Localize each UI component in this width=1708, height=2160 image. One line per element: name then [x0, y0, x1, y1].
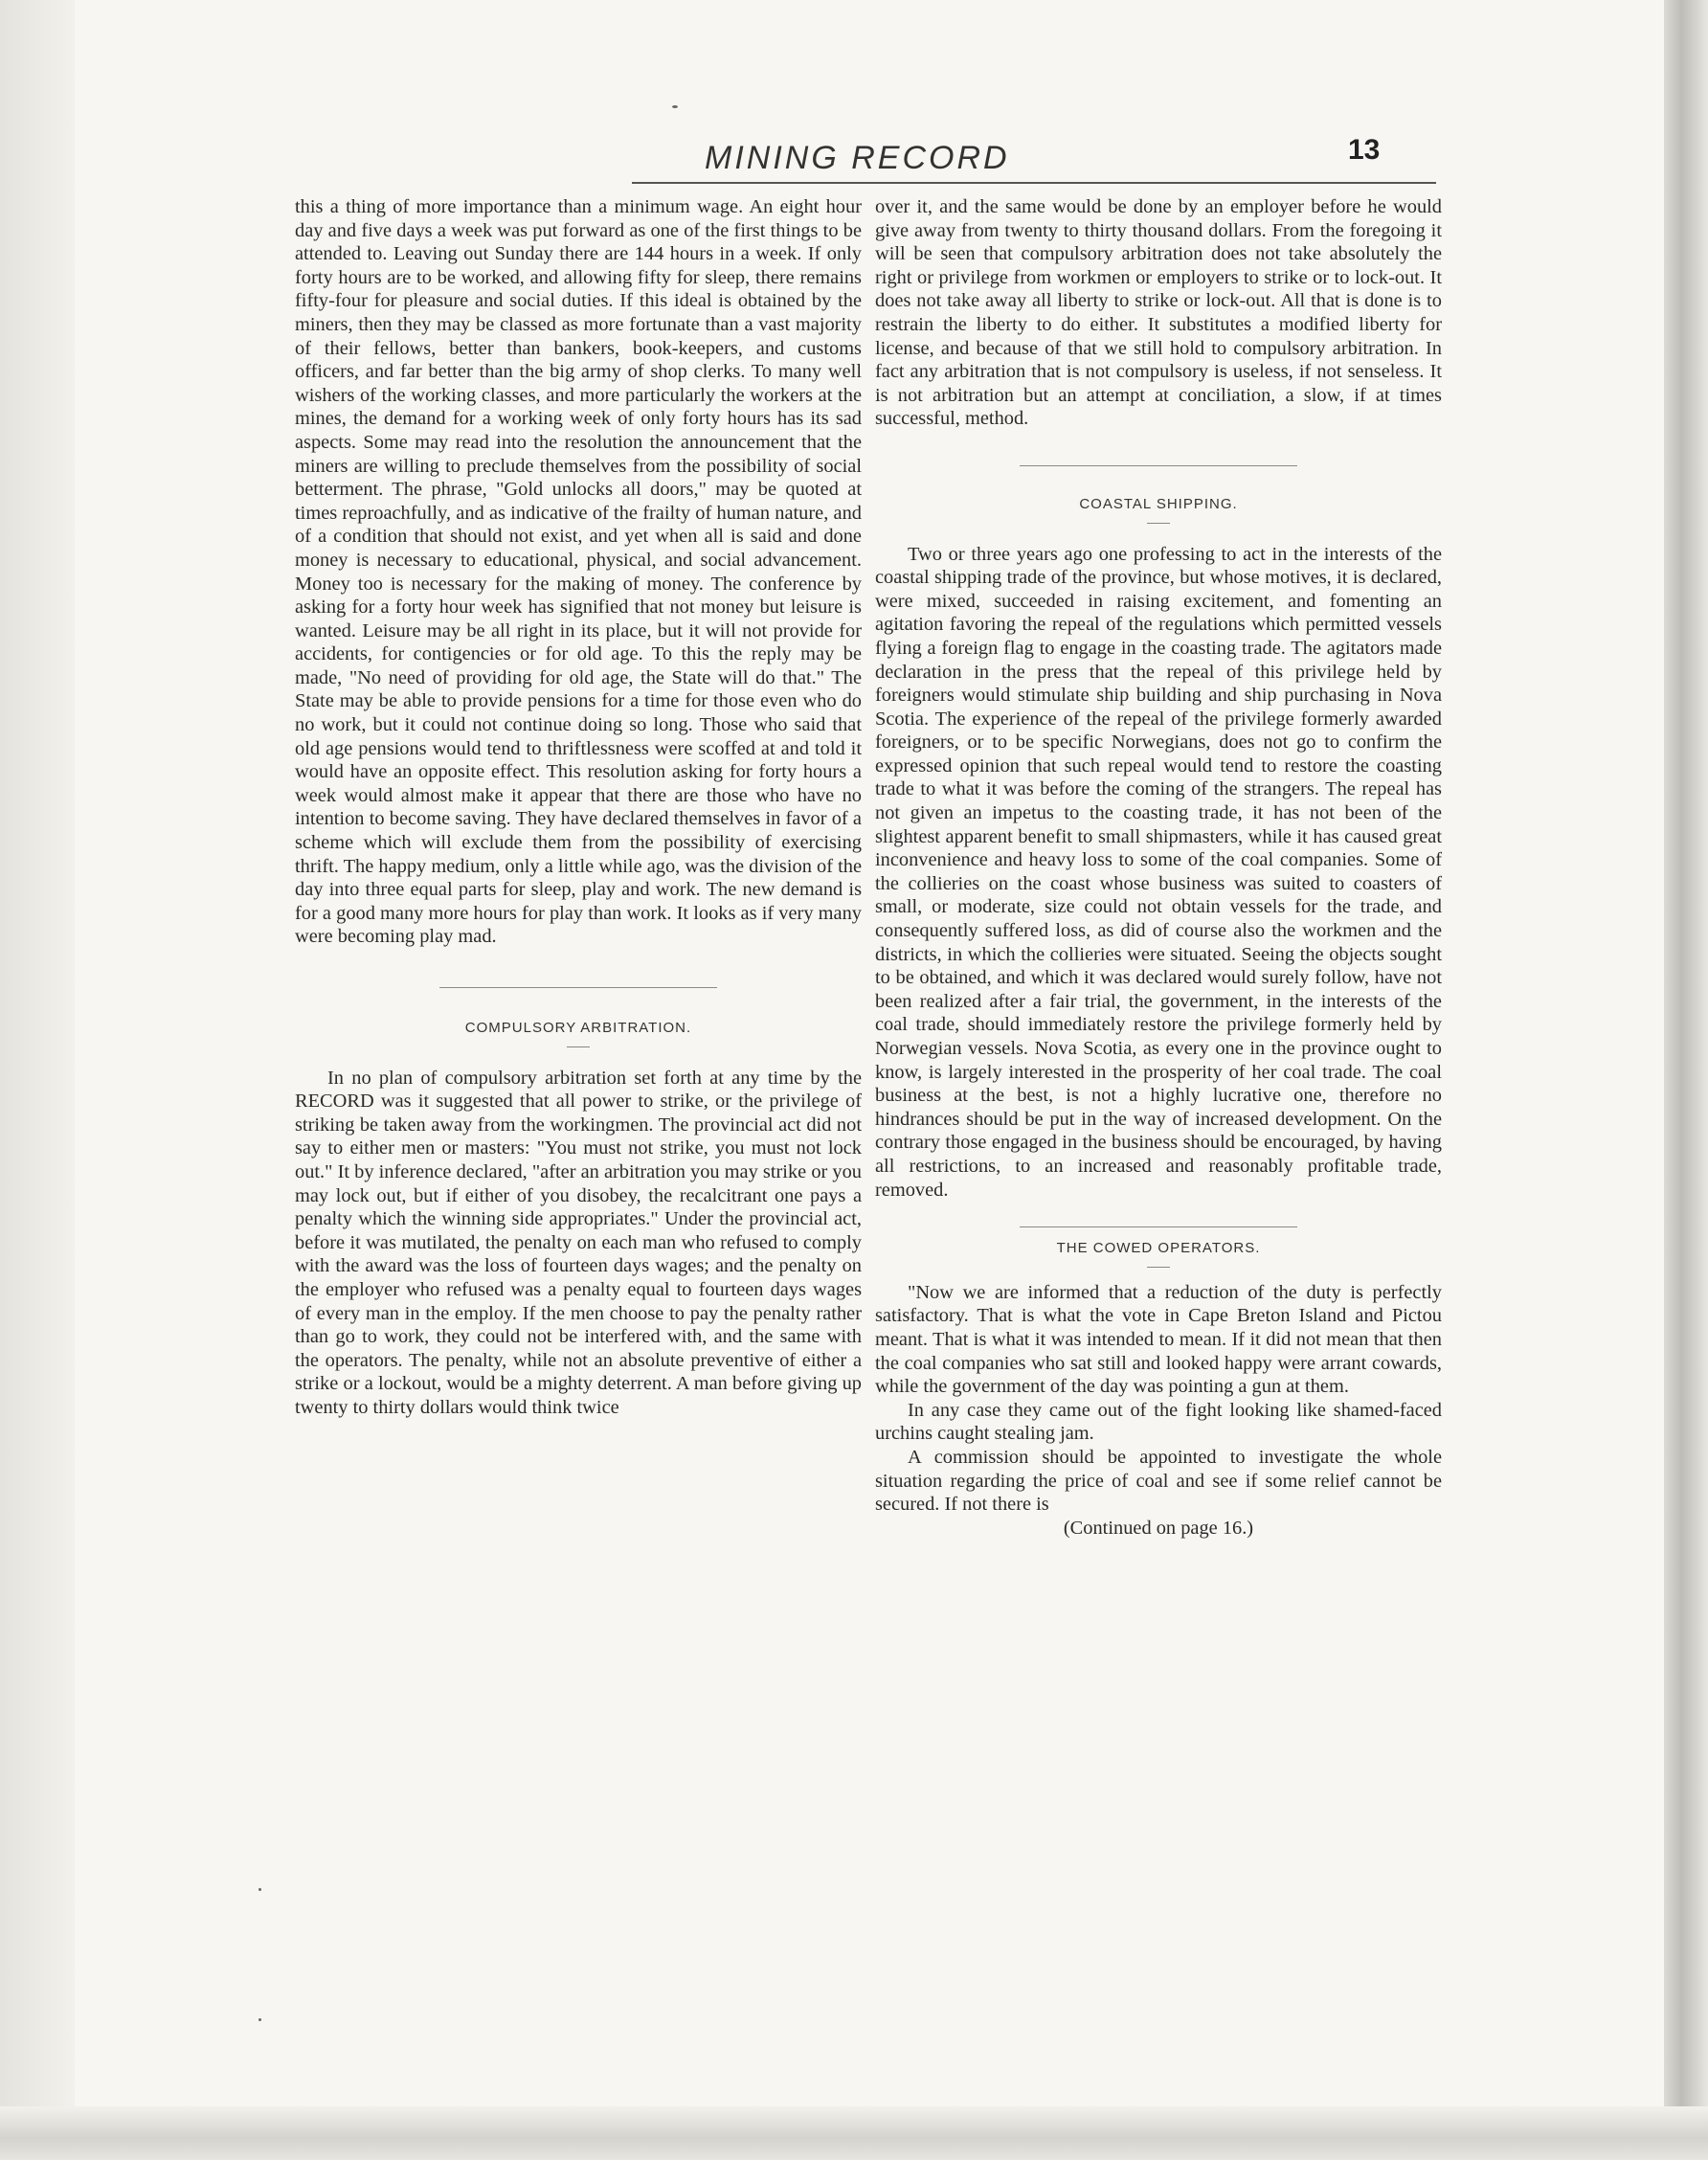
- right-column: [875, 195, 1442, 1540]
- left-column: [295, 195, 862, 1420]
- continued-notice: (Continued on page 16.): [1063, 1517, 1254, 1539]
- masthead-title: MINING RECORD: [705, 140, 1010, 176]
- masthead: [632, 140, 1436, 186]
- masthead-rule: [632, 182, 1436, 184]
- cowed-operators-text: A commission should be appointed to investigate the whole situation regarding the price of coal and see if some relief cannot be secured. If not there is: [875, 1446, 1442, 1516]
- print-speck: [258, 1888, 261, 1891]
- compulsory-arbitration-text: In no plan of compulsory arbitration set forth at any time by the RECORD was it suggested that all power to strike, or the privilege of striking be taken away from the workingmen. The provincial act did not say to either men or masters: "You must not strike, you must not lock out." It by inference declared, "after an arbitration you may strike or you may lock out, but if either of you disobey, the recalcitrant one pays a penalty which the winning side appropriates." Under the provincial act, before it was mutilated, the penalty on each man who refused to comply with the award was the loss of fourteen days wages; and the penalty on the employer who refused was a penalty equal to fourteen days wages of every man in the employ. If the men choose to pay the penalty rather than go to work, they could not be interfered with, and the same with the operators. The penalty, while not an absolute preventive of either a strike or a lockout, would be a mighty deterrent. A man before giving up twenty to thirty dollars would think twice: [295, 1067, 862, 1418]
- section-heading-compulsory-arbitration: COMPULSORY ARBITRATION.: [464, 1020, 692, 1036]
- section-heading-coastal-shipping: COASTAL SHIPPING.: [1079, 495, 1238, 512]
- left-article-text: this a thing of more importance than a minimum wage. An eight hour day and five days a week was put forward as one of the first things to be attended to. Leaving out Sunday there are 144 hours in a week. If only forty hours are to be worked, and allowing fifty for sleep, there remains fifty-four for pleasure and social duties. If this ideal is obtained by the miners, then they may be classed as more fortunate than a vast majority of their fellows, better than bankers, book-keepers, and customs officers, and far better than the big army of shop clerks. To many well wishers of the working classes, and more particularly the workers at the mines, the demand for a working week of only forty hours has its sad aspects. Some may read into the resolution the announcement that the miners are willing to preclude themselves from the possibility of social betterment. The phrase, "Gold unlocks all doors," may be quoted at times reproachfully, and as indicative of the frailty of human nature, and of a condition that should not exist, and yet when all is said and done money is necessary to educational, physical, and social advancement. Money too is necessary for the making of money. The conference by asking for a forty hour week has signified that not money but leisure is wanted. Leisure may be all right in its place, but it will not provide for accidents, for contigencies or for old age. To this the reply may be made, "No need of providing for old age, the State will do that." The State may be able to provide pensions for a time for those even who do no work, but it could not continue doing so long. Those who said that old age pensions would tend to thriftlessness were scoffed at and told it would have an opposite effect. This resolution asking for forty hours a week would almost make it appear that there are those who have no intention to become saving. They have declared themselves in favor of a scheme which will exclude them from the possibility of exercising thrift. The happy medium, only a little while ago, was the division of the day into three equal parts for sleep, play and work. The new demand is for a good many more hours for play than work. It looks as if very many were becoming play mad.: [295, 196, 862, 948]
- right-article-continuation: over it, and the same would be done by an employer before he would give away from twenty to thirty thousand dollars. From the foregoing it will be seen that compulsory arbitration does not take absolutely the right or privilege from workmen or employers to strike or to lock-out. It does not take away all liberty to strike or lock-out. All that is done is to restrain the liberty to do either. It substitutes a modified liberty for license, and because of that we still hold to compulsory arbitration. In fact any arbitration that is not compulsory is useless, if not senseless. It is not arbitration but an attempt at conciliation, a slow, if at times successful, method.: [875, 196, 1442, 430]
- print-speck: [258, 2018, 261, 2021]
- page-bottom-edge: [0, 2106, 1708, 2160]
- print-speck: [672, 105, 678, 108]
- cowed-operators-text: In any case they came out of the fight looking like shamed-faced urchins caught stealing jam.: [875, 1399, 1442, 1445]
- coastal-shipping-text: Two or three years ago one professing to act in the interests of the coastal shipping trade of the province, but whose motives, it is declared, were mixed, succeeded in raising excitement, and fomenting an agitation favoring the repeal of the regulations which permitted vessels flying a foreign flag to engage in the coasting trade. The agitators made declaration in the press that the repeal of this privilege held by foreigners would stimulate ship building and ship purchasing in Nova Scotia. The experience of the repeal of the privilege formerly awarded foreigners, or to be specific Norwegians, does not go to confirm the expressed opinion that such repeal would tend to restore the coasting trade to what it was before the coming of the strangers. The repeal has not given an impetus to the coasting trade, it has not been of the slightest apparent benefit to small shipmasters, while it has caused great inconvenience and heavy loss to some of the coal companies. Some of the collieries on the coast whose business was suited to coasters of small, or moderate, size could not obtain vessels for the trade, and consequently suffered loss, as did of course also the workmen and the districts, in which the collieries were situated. Seeing the objects sought to be obtained, and which it was declared would surely follow, have not been realized after a fair trial, the government, in the interests of the coal trade, should immediately restore the privilege formerly held by Norwegian vessels. Nova Scotia, as every one in the province ought to know, is largely interested in the prosperity of her coal trade. The coal business at the best, is not a highly lucrative one, therefore no hindrances should be put in the way of increased development. On the contrary those engaged in the business should be encouraged, by having all restrictions, to an increased and reasonably profitable trade, removed.: [875, 543, 1442, 1201]
- cowed-operators-text: "Now we are informed that a reduction of the duty is perfectly satisfactory. That is what the vote in Cape Breton Island and Pictou meant. That is what it was intended to mean. If it did not mean that then the coal companies who sat still and looked happy were arrant cowards, while the government of the day was pointing a gun at them.: [875, 1281, 1442, 1398]
- section-heading-cowed-operators: THE COWED OPERATORS.: [1056, 1240, 1261, 1257]
- page-left-margin: [0, 0, 75, 2160]
- page-number: 13: [1348, 134, 1381, 166]
- page-right-edge: [1664, 0, 1708, 2160]
